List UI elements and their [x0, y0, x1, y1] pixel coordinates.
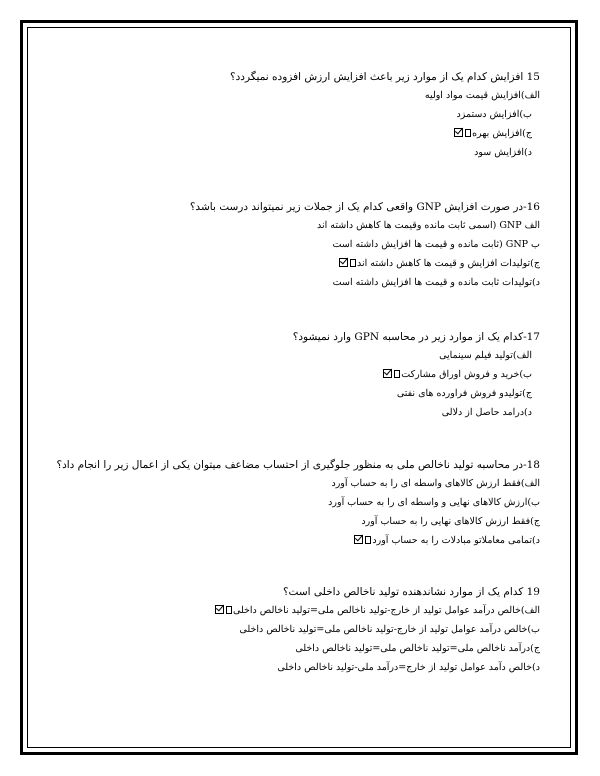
option-d: د)تولیدات ثابت مانده و قیمت ها افزایش داشته است — [332, 277, 540, 288]
option-a: الف)تولید فیلم سینمایی — [439, 350, 532, 361]
option-a — [40, 601, 540, 620]
question-17 — [40, 328, 540, 422]
option-b: ب GNP (ثابت مانده و قیمت ها افزایش داشته است — [332, 239, 540, 250]
empty-box-icon — [394, 370, 400, 378]
option-text: ج)افزایش بهره — [472, 128, 532, 139]
option-c: ج)تولیدو فروش فراورده های نفتی — [396, 388, 532, 399]
option-c: ج)فقط ارزش کالاهای نهایی را به حساب آورد — [361, 516, 540, 527]
checkmark-icon — [354, 535, 363, 544]
option-c — [40, 124, 532, 143]
option-b: ب)خالص درآمد عوامل تولید از خارج-تولید ناخالص ملی=تولید ناخالص داخلی — [239, 624, 540, 635]
question-title: 18-در محاسبه تولید ناخالص ملی به منظور جلوگیری از احتساب مضاعف میتوان یکی از اعمال زیر را انجام داد؟ — [56, 459, 540, 471]
option-c: ج)درآمد ناخالص ملی=تولید ناخالص ملی=تولید ناخالص داخلی — [295, 643, 540, 654]
empty-box-icon — [465, 129, 471, 137]
empty-box-icon — [350, 259, 356, 267]
question-19 — [40, 583, 540, 677]
question-16 — [40, 198, 540, 292]
question-title: 17-کدام یک از موارد زیر در محاسبه GPN وارد نمیشود؟ — [292, 331, 540, 343]
checkmark-icon — [454, 128, 463, 137]
question-18 — [40, 456, 540, 550]
checkmark-icon — [339, 258, 348, 267]
option-b: ب)افزایش دستمزد — [456, 109, 532, 120]
option-a: الف GNP (اسمی ثابت مانده وقیمت ها کاهش داشته اند — [317, 220, 540, 231]
option-d — [40, 531, 540, 550]
option-a: الف)فقط ارزش کالاهای واسطه ای را به حساب آورد — [331, 478, 540, 489]
option-d: د)درامد حاصل از دلالی — [441, 407, 532, 418]
question-title: 19 کدام یک از موارد نشاندهنده تولید ناخالص داخلی است؟ — [282, 586, 540, 598]
empty-box-icon — [226, 606, 232, 614]
option-c — [40, 254, 540, 273]
option-text: الف)خالص درآمد عوامل تولید از خارج-تولید ناخالص ملی=تولید ناخالص داخلی — [232, 605, 540, 616]
option-b: ب)ارزش کالاهای نهایی و واسطه ای را به حساب آورد — [328, 497, 540, 508]
option-d: د)خالص دآمد عوامل تولید از خارج=درآمد ملی-تولید ناخالص داخلی — [277, 662, 540, 673]
option-text: ب)خرید و فروش اوراق مشارکت — [401, 369, 532, 380]
option-b — [40, 365, 532, 384]
checkmark-icon — [383, 369, 392, 378]
option-text: ج)تولیدات افزایش و قیمت ها کاهش داشته اند — [357, 258, 540, 269]
option-d: د)افزایش سود — [474, 147, 532, 158]
option-text: د)تمامی معاملاتو مبادلات را به حساب آورد — [372, 535, 540, 546]
option-a: الف)افزایش قیمت مواد اولیه — [424, 90, 540, 101]
question-title: 15 افزایش کدام یک از موارد زیر باعث افزایش ارزش افزوده نمیگردد؟ — [230, 71, 540, 83]
empty-box-icon — [365, 536, 371, 544]
question-15 — [40, 68, 540, 162]
question-title: 16-در صورت افزایش GNP واقعی کدام یک از جملات زیر نمیتواند درست باشد؟ — [189, 201, 540, 213]
checkmark-icon — [215, 605, 224, 614]
